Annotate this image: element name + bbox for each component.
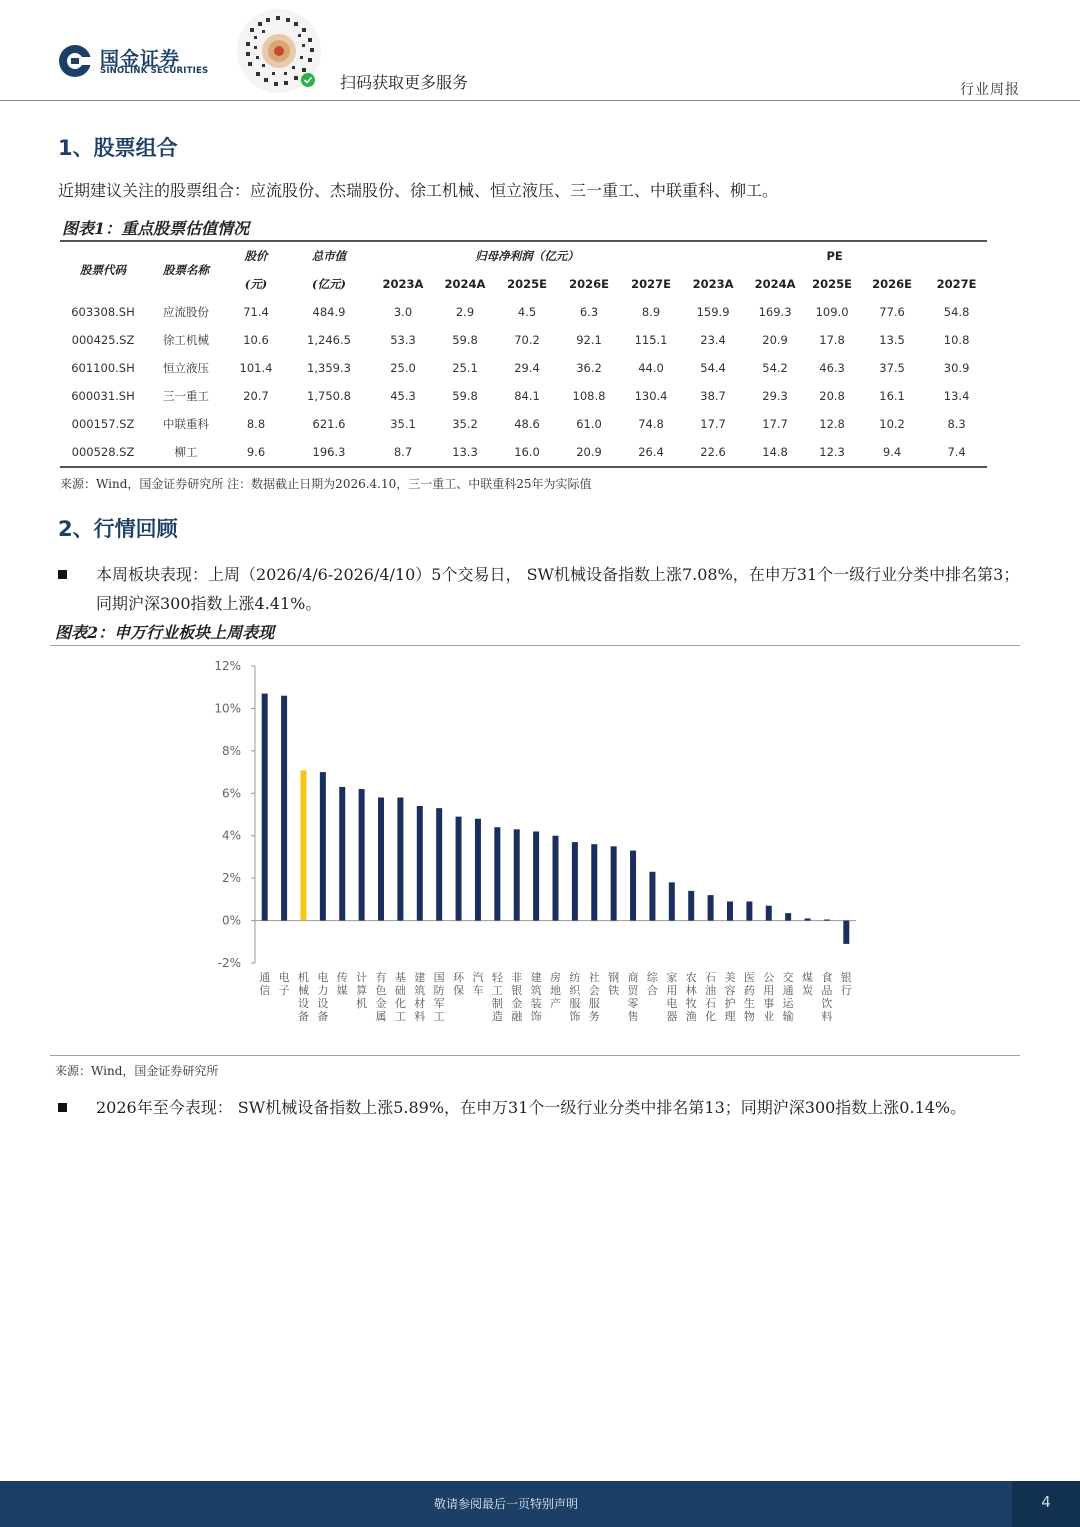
cell-price: 20.7	[243, 389, 269, 403]
cell-pe: 10.2	[879, 417, 905, 431]
header-year: 2025E	[507, 277, 547, 291]
cell-pe: 23.4	[700, 333, 726, 347]
cell-profit: 25.1	[452, 361, 478, 375]
bar	[359, 789, 365, 921]
y-tick-label: 12%	[214, 659, 241, 673]
cell-price: 101.4	[239, 361, 273, 375]
cell-profit: 20.9	[558, 438, 620, 467]
bar	[553, 836, 559, 921]
cell-mcap: 1,359.3	[307, 361, 351, 375]
cell-profit: 59.8	[452, 389, 478, 403]
cell-profit: 16.0	[496, 438, 558, 467]
cell-profit: 36.2	[576, 361, 602, 375]
cell-price: 71.4	[243, 305, 269, 319]
cell-profit: 25.0	[390, 361, 416, 375]
x-category-label: 建筑材料	[414, 971, 426, 1023]
cell-profit: 115.1	[634, 333, 668, 347]
bar	[688, 891, 694, 921]
scan-qr-caption: 扫码获取更多服务	[340, 73, 469, 92]
cell-pe: 17.7	[700, 417, 726, 431]
cell-profit: 61.0	[576, 417, 602, 431]
x-category-label: 轻工制造	[491, 971, 503, 1023]
cell-code: 000157.SZ	[71, 417, 135, 431]
x-category-label: 有色金属	[375, 971, 387, 1023]
header-year: 2024A	[754, 277, 796, 291]
bullet-square-icon	[58, 570, 67, 579]
cell-profit: 130.4	[634, 389, 668, 403]
header-year: 2026E	[872, 277, 912, 291]
industry-performance-chart	[50, 648, 1030, 1053]
cell-code: 601100.SH	[71, 361, 135, 375]
x-category-label: 计算机	[356, 971, 368, 1010]
bar	[339, 787, 345, 921]
bar	[785, 913, 791, 920]
weekly-performance-text: 本周板块表现：上周（2026/4/6-2026/4/10）5个交易日， SW机械设备指数上涨7.08%，在申万31个一级行业分类中排名第3；同期沪深300指数上涨4.41%。	[96, 565, 1020, 613]
y-tick-label: 0%	[221, 913, 241, 928]
cell-pe: 159.9	[696, 305, 730, 319]
cell-pe: 20.8	[819, 389, 845, 403]
bar	[630, 851, 636, 921]
cell-code: 000425.SZ	[71, 333, 135, 347]
cell-pe: 109.0	[815, 305, 849, 319]
cell-profit: 13.3	[434, 438, 496, 467]
table-row	[60, 438, 987, 467]
logo-text-cn: 国金证券	[100, 48, 181, 70]
x-category-label: 环保	[453, 971, 465, 997]
cell-pe: 38.7	[700, 389, 726, 403]
cell-pe: 17.8	[819, 333, 845, 347]
cell-code: 600031.SH	[71, 389, 135, 403]
header-year: 2023A	[692, 277, 734, 291]
cell-pe: 13.5	[879, 333, 905, 347]
cell-profit: 92.1	[576, 333, 602, 347]
bar	[436, 808, 442, 920]
header-price-unit: (元)	[244, 277, 268, 291]
cell-profit: 48.6	[514, 417, 540, 431]
table-row	[60, 382, 987, 410]
cell-profit: 2.9	[455, 305, 475, 319]
x-category-label: 通信	[259, 971, 271, 997]
bar	[533, 831, 539, 920]
bar	[300, 770, 306, 920]
bar	[262, 694, 268, 921]
cell-mcap: 484.9	[312, 305, 346, 319]
cell-price: 10.6	[243, 333, 269, 347]
x-category-label: 纺织服饰	[569, 971, 581, 1023]
x-category-label: 石油石化	[705, 971, 717, 1023]
y-tick-label: 8%	[221, 743, 241, 758]
cell-mcap: 1,750.8	[307, 389, 351, 403]
cell-profit: 4.5	[517, 305, 537, 319]
bar	[378, 798, 384, 921]
bar	[843, 921, 849, 944]
cell-pe: 22.6	[682, 438, 744, 467]
bar	[475, 819, 481, 921]
header-mcap: 总市值	[286, 241, 372, 270]
header-year: 2023A	[382, 277, 424, 291]
cell-pe: 12.3	[806, 438, 858, 467]
header-name: 股票名称	[146, 241, 226, 298]
x-category-label: 社会服务	[588, 971, 600, 1023]
bar	[320, 772, 326, 921]
cell-code: 000528.SZ	[60, 438, 146, 467]
cell-profit: 74.8	[638, 417, 664, 431]
footer-disclaimer: 敬请参阅最后一页特别声明	[433, 1497, 578, 1511]
page-header	[0, 0, 1080, 100]
x-category-label: 汽车	[472, 971, 484, 997]
bar	[417, 806, 423, 921]
figure-2-top-rule	[50, 645, 1020, 646]
figure-1-title: 图表1：重点股票估值情况	[62, 219, 250, 238]
table-source-note: 来源：Wind，国金证券研究所 注：数据截止日期为2026.4.10，三一重工、中联重科25年为实际值	[60, 477, 592, 491]
cell-mcap: 1,246.5	[307, 333, 351, 347]
table-row	[60, 410, 987, 438]
x-category-label: 电力设备	[317, 971, 329, 1023]
figure-2-title: 图表2：申万行业板块上周表现	[55, 623, 275, 642]
table-row	[60, 326, 987, 354]
cell-profit: 108.8	[572, 389, 606, 403]
y-tick-label: 4%	[221, 828, 241, 843]
cell-pe: 29.3	[762, 389, 788, 403]
x-category-label: 房地产	[550, 971, 561, 1010]
table-row	[60, 298, 987, 326]
cell-profit: 59.8	[452, 333, 478, 347]
cell-pe: 46.3	[819, 361, 845, 375]
header-mcap-unit: (亿元)	[312, 277, 346, 291]
x-category-label: 银行	[840, 971, 852, 997]
x-category-label: 国防军工	[433, 971, 445, 1023]
table-row	[60, 354, 987, 382]
header-price: 股价	[226, 241, 286, 270]
x-category-label: 电子	[278, 971, 290, 997]
bar	[572, 842, 578, 920]
cell-profit: 8.9	[641, 305, 661, 319]
bar	[746, 901, 752, 920]
x-category-label: 食品饮料	[821, 971, 833, 1023]
x-category-label: 传媒	[336, 971, 348, 997]
valuation-table	[60, 240, 987, 468]
bar	[805, 918, 811, 920]
header-year: 2025E	[812, 277, 852, 291]
header-year: 2024A	[444, 277, 486, 291]
cell-mcap: 196.3	[286, 438, 372, 467]
section-1-title: 1、股票组合	[58, 136, 178, 160]
cell-profit: 35.1	[390, 417, 416, 431]
cell-profit: 8.7	[372, 438, 434, 467]
bar	[281, 696, 287, 921]
bar	[591, 844, 597, 920]
page-number: 4	[1041, 1493, 1051, 1511]
x-category-label: 煤炭	[802, 971, 814, 997]
cell-pe: 14.8	[744, 438, 806, 467]
header-profit: 归母净利润（亿元）	[372, 241, 682, 270]
header-year: 2027E	[631, 277, 671, 291]
cell-pe: 10.8	[943, 333, 970, 347]
portfolio-text: 近期建议关注的股票组合：应流股份、杰瑞股份、徐工机械、恒立液压、三一重工、中联重科、柳工。	[58, 181, 779, 200]
y-tick-label: 6%	[221, 786, 241, 801]
section-2-title: 2、行情回顾	[58, 517, 178, 541]
cell-price: 8.8	[246, 417, 266, 431]
bar	[397, 798, 403, 921]
bar	[669, 882, 675, 920]
cell-pe: 12.8	[819, 417, 845, 431]
qr-code-icon[interactable]	[236, 8, 322, 94]
chart-source-note: 来源：Wind，国金证券研究所	[55, 1064, 219, 1078]
bar	[456, 817, 462, 921]
bar	[494, 827, 500, 920]
x-category-label: 建筑装饰	[530, 971, 542, 1023]
x-category-label: 综合	[646, 971, 658, 997]
report-type-label: 行业周报	[960, 82, 1020, 98]
cell-profit: 3.0	[393, 305, 413, 319]
cell-pe: 77.6	[879, 305, 905, 319]
header-year: 2026E	[569, 277, 609, 291]
cell-pe: 30.9	[943, 361, 970, 375]
cell-pe: 16.1	[879, 389, 905, 403]
bar	[824, 920, 830, 921]
bar	[514, 829, 520, 920]
cell-pe: 8.3	[947, 417, 966, 431]
x-category-label: 交通运输	[782, 971, 794, 1023]
bar	[649, 872, 655, 921]
bar	[727, 901, 733, 920]
figure-2-bottom-rule	[50, 1055, 1020, 1056]
cell-name: 徐工机械	[163, 333, 209, 347]
x-category-label: 钢铁	[608, 971, 620, 997]
bar	[766, 906, 772, 921]
cell-profit: 26.4	[620, 438, 682, 467]
cell-price: 9.6	[226, 438, 286, 467]
cell-profit: 35.2	[452, 417, 478, 431]
cell-name: 柳工	[146, 438, 226, 467]
y-tick-label: -2%	[217, 956, 241, 970]
cell-pe: 9.4	[858, 438, 926, 467]
cell-pe: 7.4	[926, 438, 987, 467]
bar	[708, 895, 714, 920]
cell-name: 三一重工	[163, 389, 209, 403]
logo-text-en: SINOLINK SECURITIES	[100, 66, 209, 76]
cell-profit: 70.2	[514, 333, 540, 347]
cell-pe: 17.7	[762, 417, 788, 431]
x-category-label: 农林牧渔	[685, 971, 697, 1023]
cell-pe: 13.4	[943, 389, 970, 403]
bullet-square-icon	[58, 1103, 67, 1112]
cell-name: 应流股份	[163, 305, 209, 319]
x-category-label: 商贸零售	[627, 971, 639, 1023]
cell-pe: 37.5	[879, 361, 905, 375]
x-category-label: 医药生物	[743, 971, 755, 1023]
x-category-label: 公用事业	[763, 971, 775, 1023]
x-category-label: 家用电器	[666, 971, 678, 1023]
cell-profit: 6.3	[579, 305, 599, 319]
y-tick-label: 2%	[221, 871, 241, 886]
cell-pe: 54.4	[700, 361, 726, 375]
sinolink-logo-icon	[58, 44, 92, 78]
cell-code: 603308.SH	[71, 305, 135, 319]
x-category-label: 美容护理	[724, 971, 736, 1023]
cell-profit: 84.1	[514, 389, 540, 403]
header-pe: PE	[682, 241, 987, 270]
y-tick-label: 10%	[214, 701, 241, 716]
bar	[611, 846, 617, 920]
cell-mcap: 621.6	[312, 417, 346, 431]
ytd-performance-text: 2026年至今表现： SW机械设备指数上涨5.89%，在申万31个一级行业分类中排名第13；同期沪深300指数上涨0.14%。	[96, 1098, 967, 1117]
x-category-label: 基础化工	[394, 971, 406, 1023]
header-divider	[0, 100, 1080, 101]
cell-pe: 20.9	[762, 333, 788, 347]
x-category-label: 机械设备	[297, 971, 309, 1023]
cell-name: 恒立液压	[163, 361, 209, 375]
header-year: 2027E	[936, 277, 977, 291]
cell-pe: 54.8	[943, 305, 970, 319]
cell-profit: 45.3	[390, 389, 416, 403]
x-category-label: 非银金融	[511, 971, 523, 1023]
cell-pe: 169.3	[758, 305, 792, 319]
header-code: 股票代码	[60, 241, 146, 298]
cell-profit: 29.4	[514, 361, 540, 375]
cell-profit: 44.0	[638, 361, 664, 375]
cell-name: 中联重科	[163, 417, 209, 431]
cell-pe: 54.2	[762, 361, 788, 375]
cell-profit: 53.3	[390, 333, 416, 347]
